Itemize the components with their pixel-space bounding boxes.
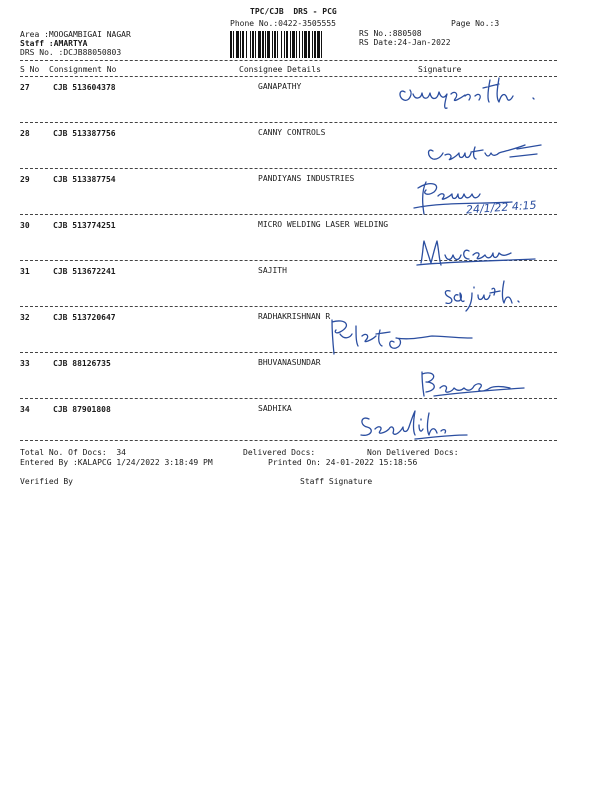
signature-canny-controls [425,133,560,167]
row-consignment: CJB 513387756 [53,129,116,138]
row-consignee: SADHIKA [258,404,292,413]
verified-by: Verified By [20,477,73,486]
total-docs: Total No. Of Docs: 34 [20,448,126,457]
row-separator [20,168,557,169]
row-sno: 32 [20,313,30,322]
row-consignee: GANAPATHY [258,82,302,91]
signature-ganapathy [395,72,560,114]
entered-by: Entered By :KALAPCG 1/24/2022 3:18:49 PM [20,458,213,467]
delivered-docs: Delivered Docs: [243,448,316,457]
row-separator [20,440,557,441]
row-consignment: CJB 513604378 [53,83,116,92]
row-sno: 31 [20,267,30,276]
row-sno: 27 [20,83,30,92]
row-consignment: CJB 87901808 [53,405,111,414]
col-sno: S No [20,65,40,74]
signature-sadhika [355,407,475,441]
row-consignee: CANNY CONTROLS [258,128,326,137]
phone-number: Phone No.:0422-3505555 [230,19,336,28]
row-consignment: CJB 88126735 [53,359,111,368]
barcode [230,31,350,58]
area: Area :MOOGAMBIGAI NAGAR [20,30,131,39]
row-consignee: BHUVANASUNDAR [258,358,321,367]
signature-bhuvanasundar [414,368,554,400]
row-sno: 33 [20,359,30,368]
row-consignee: RADHAKRISHNAN R [258,312,331,321]
staff-signature: Staff Signature [300,477,373,486]
row-sno: 30 [20,221,30,230]
row-sno: 29 [20,175,30,184]
row-consignee: MICRO WELDING LASER WELDING [258,220,389,229]
signature-micro-welding [415,235,555,271]
row-consignment: CJB 513672241 [53,267,116,276]
drs-number: DRS No. :DCJB88050803 [20,48,122,57]
row-consignment: CJB 513720647 [53,313,116,322]
staff-name: Staff :AMARTYA [20,39,88,48]
rs-date: RS Date:24-Jan-2022 [359,38,451,47]
row-consignment: CJB 513387754 [53,175,116,184]
row-consignee: PANDIYANS INDUSTRIES [258,174,355,183]
row-separator [20,122,557,123]
signature-sajith [438,277,558,313]
col-consignment: Consignment No [49,65,117,74]
row-consignment: CJB 513774251 [53,221,116,230]
col-signature: Signature [418,65,462,74]
page-number: Page No.:3 [451,19,500,28]
non-delivered-docs: Non Delivered Docs: [367,448,459,457]
printed-on: Printed On: 24-01-2022 15:18:56 [268,458,418,467]
handwritten-date-note: 24/1/22 4:15 [465,198,537,217]
col-consignee: Consignee Details [239,65,321,74]
row-sno: 34 [20,405,30,414]
separator [20,60,557,61]
row-consignee: SAJITH [258,266,287,275]
document-title: TPC/CJB DRS - PCG [250,7,337,16]
row-sno: 28 [20,129,30,138]
rs-number: RS No.:880508 [359,29,422,38]
signature-radhakrishnan [322,316,490,358]
